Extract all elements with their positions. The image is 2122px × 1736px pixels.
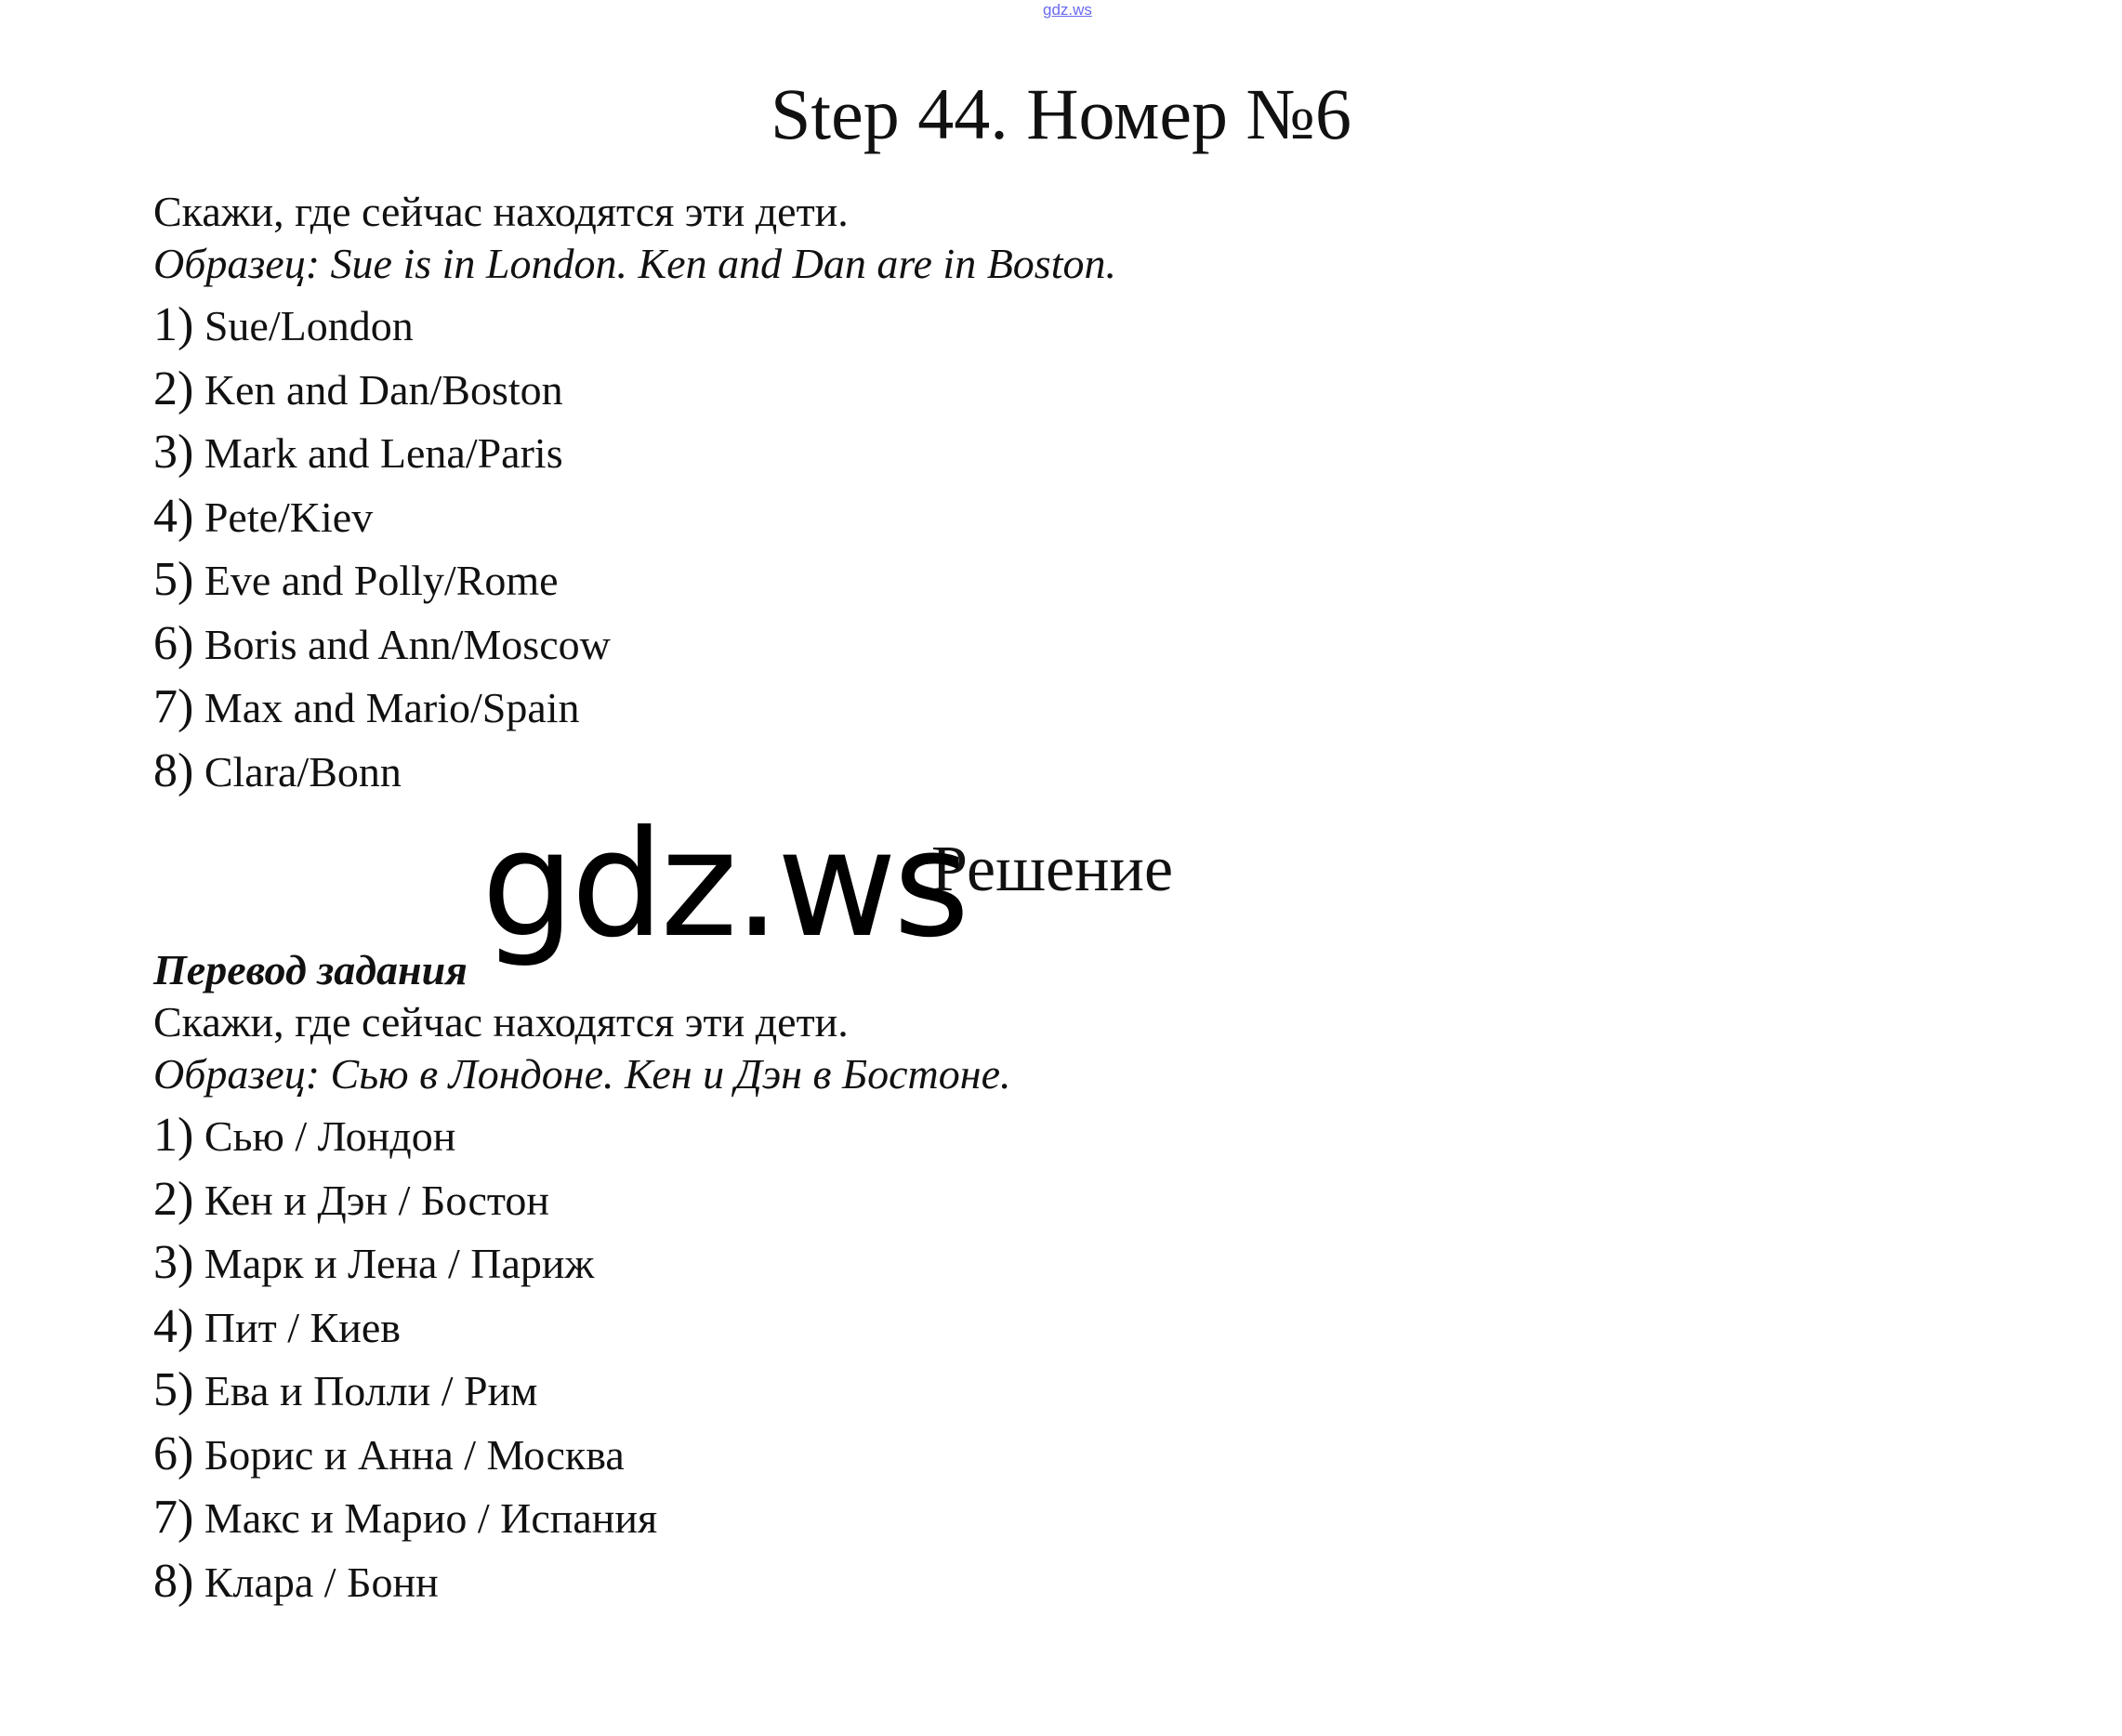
- item-text: Клара / Бонн: [204, 1558, 439, 1606]
- item-number: 8): [153, 1554, 194, 1608]
- item-number: 1): [153, 298, 194, 351]
- list-item: [153, 676, 1116, 740]
- item-text: Кен и Дэн / Бостон: [204, 1176, 550, 1224]
- list-item: [153, 485, 1116, 549]
- list-item: [153, 1486, 1011, 1550]
- item-number: 5): [153, 553, 194, 606]
- item-text: Макс и Марио / Испания: [204, 1494, 658, 1542]
- item-text: Boris and Ann/Moscow: [204, 620, 611, 668]
- watermark-logo: gdz.ws: [481, 799, 967, 970]
- list-item: [153, 294, 1116, 358]
- item-text: Борис и Анна / Москва: [204, 1430, 625, 1479]
- item-text: Марк и Лена / Париж: [204, 1240, 595, 1287]
- list-item: [153, 612, 1116, 677]
- item-number: 3): [153, 1236, 194, 1289]
- translation-section: [153, 944, 1011, 1613]
- item-text: Ева и Полли / Рим: [204, 1367, 538, 1414]
- solution-heading: Решение: [931, 834, 1174, 905]
- item-text: Сью / Лондон: [204, 1112, 456, 1160]
- item-number: 4): [153, 489, 194, 543]
- item-number: 2): [153, 1172, 194, 1226]
- list-item: [153, 1295, 1011, 1360]
- item-number: 3): [153, 426, 194, 479]
- item-text: Пит / Киев: [204, 1303, 401, 1351]
- list-item: [153, 1423, 1011, 1487]
- list-item: [153, 1231, 1011, 1295]
- item-number: 1): [153, 1109, 194, 1162]
- list-item: [153, 421, 1116, 485]
- item-number: 5): [153, 1363, 194, 1416]
- site-link[interactable]: gdz.ws: [1043, 1, 1092, 19]
- item-number: 4): [153, 1299, 194, 1353]
- item-number: 6): [153, 616, 194, 670]
- list-item: [153, 1550, 1011, 1614]
- item-number: 8): [153, 743, 194, 797]
- list-item: [153, 548, 1116, 612]
- item-text: Clara/Bonn: [204, 747, 402, 796]
- list-item: [153, 1168, 1011, 1232]
- item-number: 2): [153, 362, 194, 415]
- list-item: [153, 1104, 1011, 1168]
- task-example: Образец: Sue is in London. Ken and Dan are in Boston.: [153, 240, 1116, 287]
- item-number: 6): [153, 1427, 194, 1480]
- item-text: Eve and Polly/Rome: [204, 557, 559, 604]
- list-item: [153, 358, 1116, 422]
- translation-instruction: Скажи, где сейчас находятся эти дети.: [153, 998, 849, 1046]
- item-text: Pete/Kiev: [204, 493, 374, 541]
- item-text: Sue/London: [204, 302, 414, 349]
- translation-example: Образец: Сью в Лондоне. Кен и Дэн в Бостоне.: [153, 1050, 1011, 1098]
- list-item: [153, 740, 1116, 804]
- item-text: Ken and Dan/Boston: [204, 365, 563, 414]
- item-number: 7): [153, 680, 194, 733]
- item-text: Max and Mario/Spain: [204, 684, 580, 731]
- item-text: Mark and Lena/Paris: [204, 429, 563, 477]
- task-instruction: Скажи, где сейчас находятся эти дети.: [153, 188, 849, 235]
- item-number: 7): [153, 1491, 194, 1544]
- list-item: [153, 1359, 1011, 1423]
- translation-heading: Перевод задания: [153, 946, 468, 993]
- task-section: [153, 186, 1116, 803]
- page-title: Step 44. Номер №6: [771, 73, 1351, 154]
